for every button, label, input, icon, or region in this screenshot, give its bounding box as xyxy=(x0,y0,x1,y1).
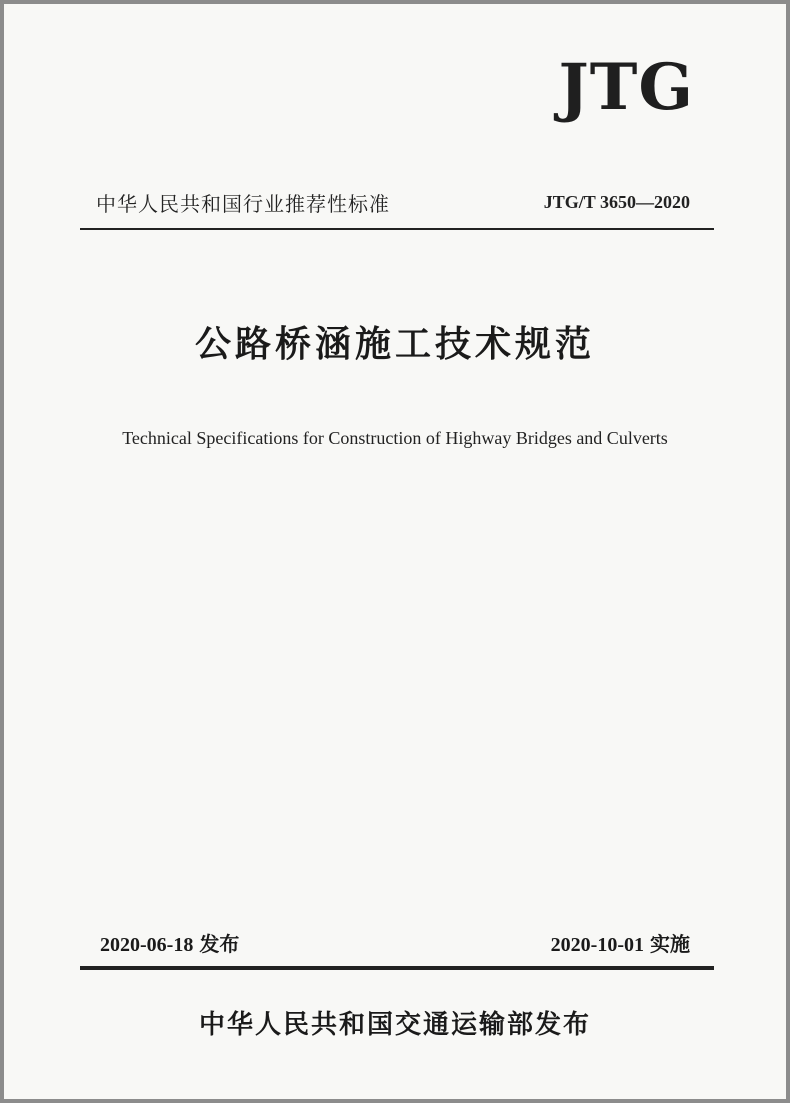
bottom-divider xyxy=(80,966,714,970)
issue-date: 2020-06-18 xyxy=(100,934,194,956)
publisher: 中华人民共和国交通运输部发布 xyxy=(198,1010,591,1040)
document-title-chinese: 公路桥涵施工技术规范 xyxy=(194,324,595,365)
standard-category: 中华人民共和国行业推荐性标准 xyxy=(96,192,390,216)
top-divider xyxy=(80,228,714,230)
standard-code: JTG/T 3650—2020 xyxy=(543,192,690,212)
issue-date-block xyxy=(100,928,239,957)
document-title-english: Technical Specifications for Construction of Highway Bridges and Culverts xyxy=(122,428,668,448)
jtg-logo: JTG xyxy=(558,50,694,125)
issue-label: 发布 xyxy=(199,932,240,956)
implementation-label: 实施 xyxy=(650,932,690,956)
implementation-date: 2020-10-01 xyxy=(550,934,644,956)
implementation-date-block xyxy=(551,928,690,957)
